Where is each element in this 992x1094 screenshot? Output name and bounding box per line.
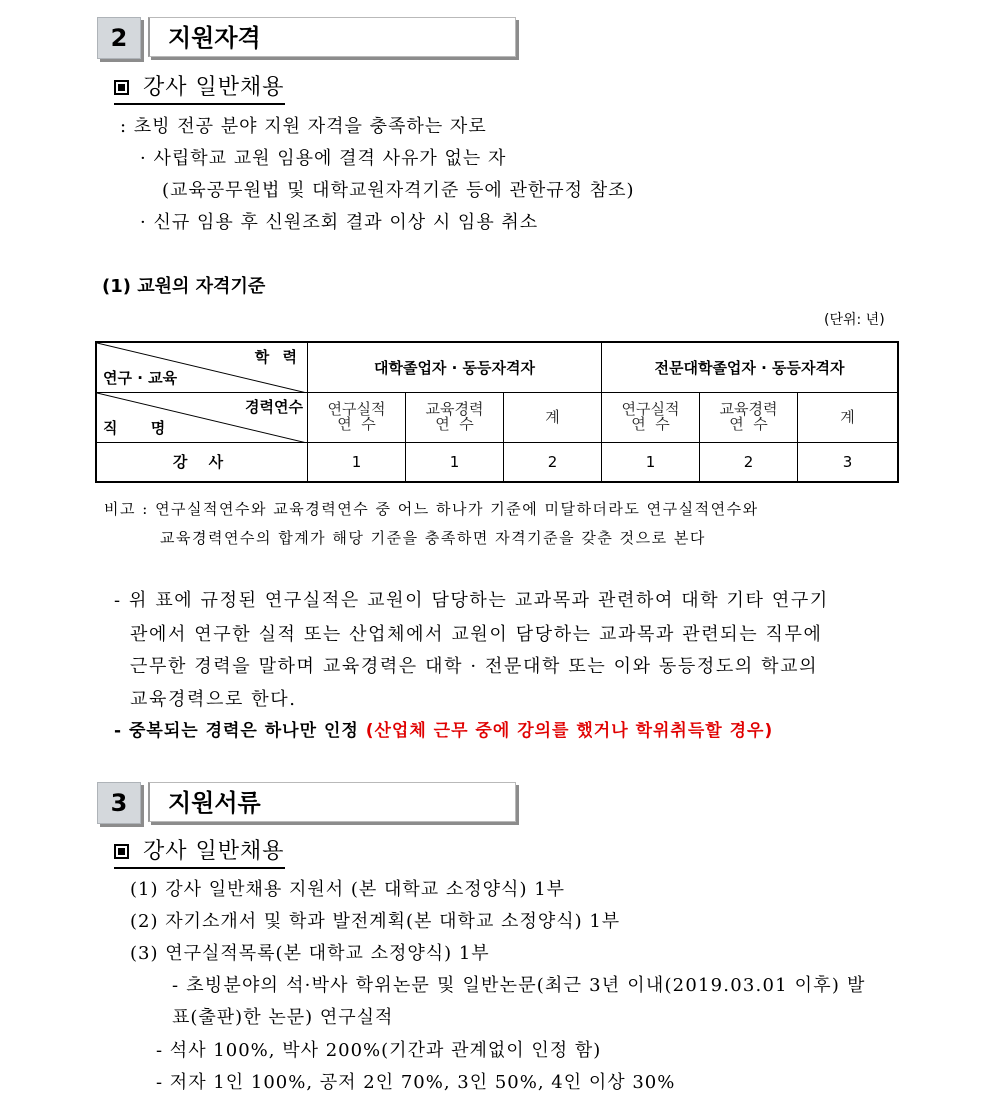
unit-label: (단위: 년) — [824, 312, 885, 328]
subheading-text: 강사 일반채용 — [143, 839, 285, 864]
document-item-2: (2) 자기소개서 및 학과 발전계획(본 대학교 소정양식) 1부 — [130, 911, 621, 932]
table-cell: 1 — [602, 442, 700, 482]
document-item-1: (1) 강사 일반채용 지원서 (본 대학교 소정양식) 1부 — [130, 879, 566, 900]
corner-cell-education — [96, 342, 308, 392]
table-cell: 3 — [798, 442, 899, 482]
qualification-item-2: · 신규 임용 후 신원조회 결과 이상 시 임용 취소 — [140, 212, 539, 233]
section-2-subheading — [114, 70, 285, 105]
sub-header-total: 계 — [504, 392, 602, 442]
corner-top-label: 학 력 — [254, 348, 301, 366]
corner-cell-career — [96, 392, 308, 442]
table-cell: 2 — [700, 442, 798, 482]
document-item-3: (3) 연구실적목록(본 대학교 소정양식) 1부 — [130, 943, 490, 964]
table-cell: 1 — [308, 442, 406, 482]
table-cell: 1 — [406, 442, 504, 482]
sub-header-education: 교육경력 연 수 — [406, 392, 504, 442]
paragraph-line-1: - 위 표에 규정된 연구실적은 교원이 담당하는 교과목과 관련하여 대학 기타 연구기 — [114, 590, 829, 611]
row-label-lecturer: 강 사 — [96, 442, 308, 482]
qualification-item-1-note: (교육공무원법 및 대학교원자격기준 등에 관한규정 참조) — [162, 180, 635, 201]
paragraph-line-4: 교육경력으로 한다. — [130, 689, 297, 710]
note-line-1: 비고 : 연구실적연수와 교육경력연수 중 어느 하나가 기준에 미달하더라도 연구실적연수와 — [104, 500, 759, 518]
section-3-number: 3 — [97, 782, 141, 824]
bullet-degree-weight: - 석사 100%, 박사 200%(기간과 관계없이 인정 함) — [156, 1040, 602, 1061]
section-3-title: 지원서류 — [148, 782, 516, 822]
sub-header-education: 교육경력 연 수 — [700, 392, 798, 442]
note-line-2: 교육경력연수의 합계가 해당 기준을 충족하면 자격기준을 갖춘 것으로 본다 — [160, 529, 706, 547]
table-cell: 2 — [504, 442, 602, 482]
document-item-3-detail-cont: 표(출판)한 논문) 연구실적 — [172, 1007, 394, 1028]
sub-header-total: 계 — [798, 392, 899, 442]
section-2-number: 2 — [97, 17, 141, 59]
group-header-university: 대학졸업자 · 동등자격자 — [308, 342, 602, 392]
qualification-intro: : 초빙 전공 분야 지원 자격을 충족하는 자로 — [120, 116, 487, 137]
document-item-3-detail: - 초빙분야의 석·박사 학위논문 및 일반논문(최근 3년 이내(2019.03.01 이후) 발 — [172, 975, 866, 996]
checkbox-square-icon — [114, 80, 129, 95]
qualification-item-1: · 사립학교 교원 임용에 결격 사유가 없는 자 — [140, 148, 507, 169]
qualification-table — [95, 341, 899, 483]
bullet-author-weight: - 저자 1인 100%, 공저 2인 70%, 3인 50%, 4인 이상 30% — [156, 1072, 676, 1093]
duplicate-career-condition: (산업체 근무 중에 강의를 했거나 학위취득할 경우) — [365, 721, 774, 741]
section-2-title: 지원자격 — [148, 17, 516, 57]
corner-top-label: 경력연수 — [245, 397, 303, 416]
duplicate-career-text: - 중복되는 경력은 하나만 인정 — [114, 721, 366, 741]
sub-header-research: 연구실적 연 수 — [602, 392, 700, 442]
duplicate-career-note — [114, 716, 773, 741]
sub-header-research: 연구실적 연 수 — [308, 392, 406, 442]
section-3-subheading — [114, 834, 285, 869]
corner-bottom-label: 연구 · 교육 — [103, 368, 178, 387]
subheading-text: 강사 일반채용 — [143, 75, 285, 100]
checkbox-square-icon — [114, 844, 129, 859]
group-header-college: 전문대학졸업자 · 동등자격자 — [602, 342, 899, 392]
paragraph-line-3: 근무한 경력을 말하며 교육경력은 대학 · 전문대학 또는 이와 동등정도의 학교의 — [130, 656, 819, 677]
table-title: (1) 교원의 자격기준 — [102, 276, 266, 297]
paragraph-line-2: 관에서 연구한 실적 또는 산업체에서 교원이 담당하는 교과목과 관련되는 직무에 — [130, 624, 823, 645]
corner-bottom-label: 직 명 — [103, 418, 180, 437]
